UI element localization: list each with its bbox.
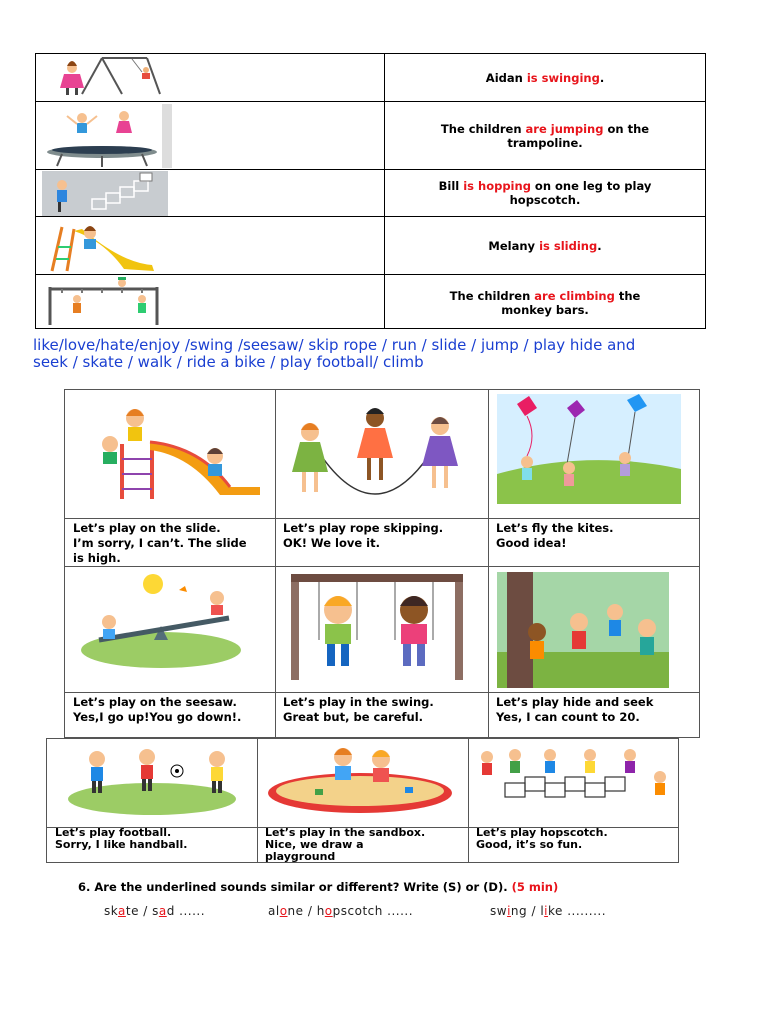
question-6 (78, 880, 558, 894)
dialogue-line: Nice, we draw a (265, 838, 364, 851)
dialogue-line: is high. (73, 551, 121, 565)
sound-pair: swing / like ......... (490, 904, 607, 918)
grid-line (65, 518, 699, 519)
table-row (36, 274, 705, 330)
word-bank-line: like/love/hate/enjoy /swing /seesaw/ skip rope / run / slide / jump / play hide and (33, 336, 636, 354)
dialogue-line: Let’s play football. (55, 826, 172, 839)
dialogue-line: Let’s play in the sandbox. (265, 826, 426, 839)
kids-on-slide-illustration (95, 404, 265, 504)
monkey-bars-illustration (42, 277, 172, 327)
table-row (36, 54, 705, 101)
dialogue-line: Yes, I can count to 20. (496, 710, 640, 724)
dialogue-line: Great but, be careful. (283, 710, 424, 724)
sentence: Melany is sliding. (488, 239, 602, 253)
word-bank (33, 337, 733, 371)
swing-illustration (283, 570, 473, 682)
dialogue-line: Let’s play hide and seek (496, 695, 654, 709)
sound-pair: alone / hopscotch ...... (268, 904, 414, 918)
hopscotch-kids-illustration (475, 743, 675, 819)
kite-flying-illustration (497, 394, 681, 504)
grid-line (65, 692, 699, 693)
grid-line (488, 390, 489, 737)
dialogue-line: Let’s play on the seesaw. (73, 695, 237, 709)
dialogue-line: I’m sorry, I can’t. The slide (73, 536, 247, 550)
football-illustration (67, 743, 237, 817)
dialogue-grid (64, 389, 700, 738)
grid-line (65, 566, 699, 567)
dialogue-line: Yes,I go up!You go down!. (73, 710, 242, 724)
sound-pair: skate / sad ...... (104, 904, 206, 918)
sentence: Bill is hopping on one leg to play hopscotch. (438, 179, 652, 207)
dialogue-line: Let’s play on the slide. (73, 521, 221, 535)
dialogue-line: Let’s play hopscotch. (476, 826, 608, 839)
dialogue-line: Good, it’s so fun. (476, 838, 583, 851)
slide-illustration (42, 219, 162, 273)
table-row (36, 216, 705, 274)
table-row (36, 101, 705, 169)
dialogue-line: Sorry, I like handball. (55, 838, 188, 851)
dialogue-line: OK! We love it. (283, 536, 380, 550)
trampoline-illustration (42, 104, 172, 168)
sentence: The children are climbing the monkey bars. (449, 289, 641, 317)
dialogue-line: Let’s fly the kites. (496, 521, 614, 535)
dialogue-line: playground (265, 850, 336, 863)
hopscotch-illustration (42, 171, 168, 216)
swing-set-illustration (42, 56, 162, 96)
sentence: The children are jumping on the trampoline. (440, 122, 650, 150)
dialogue-line: Good idea! (496, 536, 567, 550)
grid-line (275, 390, 276, 737)
dialogue-line: Let’s play in the swing. (283, 695, 434, 709)
seesaw-illustration (79, 570, 244, 670)
table-row (36, 169, 705, 216)
grid-line (468, 739, 469, 862)
sandbox-illustration (265, 743, 455, 817)
dialogue-grid-bottom (46, 738, 679, 863)
question-text: 6. Are the underlined sounds similar or different? Write (S) or (D). (78, 880, 508, 894)
question-time: (5 min) (511, 880, 559, 894)
word-bank-line: seek / skate / walk / ride a bike / play football/ climb (33, 353, 424, 371)
sentence: Aidan is swinging. (485, 71, 605, 85)
hide-and-seek-illustration (497, 572, 669, 688)
grid-line (257, 739, 258, 862)
rope-skipping-illustration (280, 404, 470, 504)
dialogue-line: Let’s play rope skipping. (283, 521, 444, 535)
activity-table (35, 53, 706, 329)
